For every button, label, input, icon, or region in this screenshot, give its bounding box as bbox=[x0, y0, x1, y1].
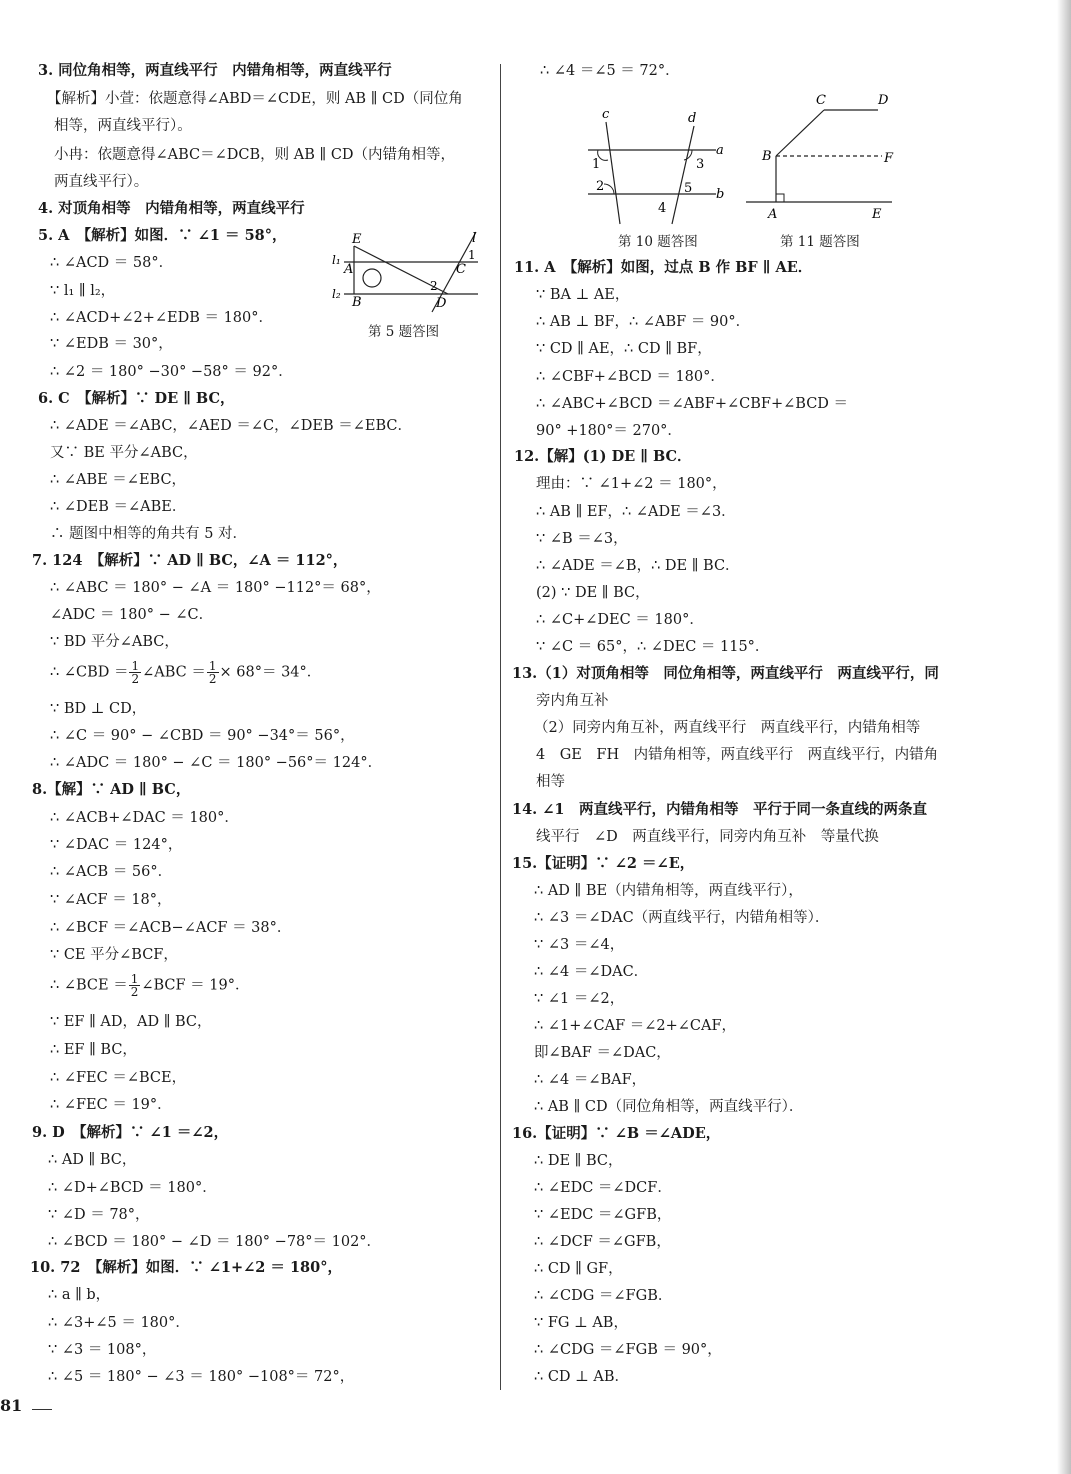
answer-line: ∴ ∠CBF+∠BCD ＝ 180°． bbox=[536, 369, 725, 385]
answer-line: ∴ ∠FEC ＝∠BCE， bbox=[50, 1070, 187, 1086]
answer-line: ∴ ∠ACD ＝ 58°． bbox=[50, 255, 174, 271]
page-number-dash bbox=[32, 1409, 52, 1410]
answer-line-fraction: ∴ ∠BCE ＝ $\frac{1}{2}$ ∠BCF ＝ 19°． bbox=[50, 972, 250, 999]
answer-line-fraction: ∴ ∠CBD ＝ $\frac{1}{2}$ ∠ABC ＝ $\frac{1}{2}$ × 68°＝ 34°． bbox=[50, 659, 322, 686]
answer-13: 13.（1）对顶角相等 同位角相等，两直线平行 两直线平行，同 bbox=[512, 665, 939, 682]
answer-line: ∠ADC ＝ 180° − ∠C． bbox=[50, 607, 214, 623]
answer-line: ∴ AB ∥ EF，∴ ∠ADE ＝∠3． bbox=[536, 504, 736, 520]
answer-line: ∴ AD ∥ BC， bbox=[48, 1152, 137, 1168]
answer-line: ∴ ∠ABC ＝ 180° − ∠A ＝ 180° −112°＝ 68°， bbox=[50, 580, 381, 596]
answer-line: ∵ BD 平分∠ABC， bbox=[50, 634, 179, 650]
answer-5: 5. A 【解析】如图．∵ ∠1 ＝ 58°， bbox=[38, 227, 287, 244]
svg-text:a: a bbox=[716, 143, 724, 158]
answer-line: ∵ ∠EDC ＝∠GFB， bbox=[534, 1207, 672, 1223]
svg-text:c: c bbox=[602, 108, 610, 122]
answer-line: ∵ ∠1 ＝∠2， bbox=[534, 991, 625, 1007]
figure-10-diagram bbox=[584, 108, 734, 226]
answer-line: ∴ ∠D+∠BCD ＝ 180°． bbox=[48, 1180, 217, 1196]
answer-line: ∵ BA ⊥ AE， bbox=[536, 287, 630, 303]
figure-10-caption: 第 10 题答图 bbox=[618, 234, 698, 250]
answer-line: ∴ ∠ADC ＝ 180° − ∠C ＝ 180° −56°＝ 124°． bbox=[50, 755, 383, 771]
answer-line: 两直线平行）。 bbox=[54, 174, 149, 190]
svg-text:l₂: l₂ bbox=[332, 287, 341, 301]
answer-line: ∴ ∠4 ＝∠DAC． bbox=[534, 964, 649, 980]
svg-text:2: 2 bbox=[430, 279, 438, 293]
answer-line: ∵ ∠C ＝ 65°，∴ ∠DEC ＝ 115°． bbox=[536, 639, 770, 655]
answer-line: ∴ ∠ABE ＝∠EBC， bbox=[50, 472, 187, 488]
answer-line: ∴ DE ∥ BC， bbox=[534, 1153, 623, 1169]
answer-line: 相等 bbox=[536, 774, 565, 790]
answer-14: 14. ∠1 两直线平行，内错角相等 平行于同一条直线的两条直 bbox=[512, 801, 928, 818]
fraction-half: $\frac{1}{2}$ bbox=[130, 972, 139, 999]
answer-line: ∴ ∠ADE ＝∠ABC，∠AED ＝∠C，∠DEB ＝∠EBC． bbox=[50, 418, 412, 434]
answer-line: ∴ ∠2 ＝ 180° −30° −58° ＝ 92°． bbox=[50, 364, 293, 380]
answer-4: 4. 对顶角相等 内错角相等，两直线平行 bbox=[38, 200, 305, 217]
figure-5-caption: 第 5 题答图 bbox=[368, 324, 440, 340]
page-edge-shadow bbox=[1057, 0, 1071, 1474]
answer-line: ∴ ∠ADE ＝∠B，∴ DE ∥ BC． bbox=[536, 558, 740, 574]
answer-line: ∴ AB ⊥ BF，∴ ∠ABF ＝ 90°． bbox=[536, 314, 751, 330]
answer-line: ∵ BD ⊥ CD， bbox=[50, 701, 147, 717]
answer-line: ∵ l₁ ∥ l₂， bbox=[50, 283, 116, 299]
svg-text:E: E bbox=[872, 207, 882, 222]
figure-11 bbox=[742, 90, 902, 250]
answer-12: 12.【解】(1) DE ∥ BC． bbox=[514, 448, 692, 465]
answer-line: ∴ ∠DCF ＝∠GFB， bbox=[534, 1234, 671, 1250]
page-number: 81 bbox=[0, 1396, 23, 1415]
answer-line: ∵ CE 平分∠BCF， bbox=[50, 947, 178, 963]
answer-line: ∵ EF ∥ AD，AD ∥ BC， bbox=[50, 1014, 212, 1030]
svg-text:1: 1 bbox=[468, 248, 476, 262]
svg-text:1: 1 bbox=[592, 157, 601, 172]
svg-text:4: 4 bbox=[658, 201, 667, 216]
svg-text:E: E bbox=[352, 232, 362, 247]
fraction-half: $\frac{1}{2}$ bbox=[131, 659, 140, 686]
answer-line: ∴ ∠DEB ＝∠ABE． bbox=[50, 499, 187, 515]
answer-line: ∴ ∠BCF ＝∠ACB−∠ACF ＝ 38°． bbox=[50, 920, 292, 936]
answer-line: 4 GE FH 内错角相等，两直线平行 两直线平行，内错角 bbox=[536, 747, 939, 763]
answer-line: ∴ 题图中相等的角共有 5 对． bbox=[50, 526, 248, 542]
answer-line: ∴ AB ∥ CD（同位角相等，两直线平行）． bbox=[534, 1099, 804, 1115]
answer-line: 90° +180°＝ 270°． bbox=[536, 423, 682, 439]
svg-text:F: F bbox=[884, 151, 894, 166]
answer-line: ∴ ∠3 ＝∠DAC（两直线平行，内错角相等）． bbox=[534, 910, 830, 926]
svg-text:C: C bbox=[816, 93, 826, 108]
answer-line: 【解析】小萱：依题意得∠ABD＝∠CDE，则 AB ∥ CD（同位角 bbox=[47, 91, 463, 107]
answer-line: ∴ EF ∥ BC， bbox=[50, 1042, 137, 1058]
svg-text:d: d bbox=[688, 111, 697, 126]
answer-line: （2）同旁内角互补，两直线平行 两直线平行，内错角相等 bbox=[534, 720, 921, 736]
answer-line: ∵ ∠3 ＝ 108°， bbox=[48, 1342, 157, 1358]
answer-line: (2) ∵ DE ∥ BC， bbox=[536, 585, 650, 601]
svg-text:D: D bbox=[436, 296, 447, 311]
svg-text:l: l bbox=[472, 231, 477, 246]
svg-text:B: B bbox=[762, 149, 772, 164]
answer-line: ∴ ∠4 ＝∠5 ＝ 72°． bbox=[540, 63, 680, 79]
answer-8: 8.【解】∵ AD ∥ BC， bbox=[32, 781, 191, 798]
answer-line: ∵ CD ∥ AE，∴ CD ∥ BF， bbox=[536, 341, 712, 357]
answer-line: ∴ ∠CDG ＝∠FGB． bbox=[534, 1288, 673, 1304]
figure-11-diagram bbox=[742, 90, 902, 226]
figure-5-diagram bbox=[328, 228, 482, 320]
answer-3: 3. 同位角相等，两直线平行 内错角相等，两直线平行 bbox=[38, 62, 392, 79]
svg-text:l₁: l₁ bbox=[332, 253, 341, 267]
svg-text:5: 5 bbox=[684, 181, 693, 196]
answer-6: 6. C 【解析】∵ DE ∥ BC， bbox=[38, 390, 235, 407]
answer-line: ∴ ∠1+∠CAF ＝∠2+∠CAF， bbox=[534, 1018, 737, 1034]
answer-line: 小冉：依题意得∠ABC＝∠DCB，则 AB ∥ CD（内错角相等， bbox=[54, 147, 456, 163]
answer-line: ∴ ∠BCD ＝ 180° − ∠D ＝ 180° −78°＝ 102°． bbox=[48, 1234, 382, 1250]
answer-line: ∴ ∠CDG ＝∠FGB ＝ 90°， bbox=[534, 1342, 722, 1358]
answer-9: 9. D 【解析】∵ ∠1 ＝∠2， bbox=[32, 1124, 229, 1141]
answer-line: ∵ ∠3 ＝∠4， bbox=[534, 937, 625, 953]
svg-text:2: 2 bbox=[596, 179, 605, 194]
answer-line: ∴ ∠5 ＝ 180° − ∠3 ＝ 180° −108°＝ 72°， bbox=[48, 1369, 355, 1385]
answer-line: ∵ ∠D ＝ 78°， bbox=[48, 1207, 150, 1223]
svg-text:D: D bbox=[878, 93, 889, 108]
answer-line: ∴ ∠3+∠5 ＝ 180°． bbox=[48, 1315, 190, 1331]
svg-text:C: C bbox=[456, 262, 466, 277]
svg-text:b: b bbox=[716, 187, 725, 202]
answer-15: 15.【证明】∵ ∠2 ＝∠E， bbox=[512, 855, 695, 872]
answer-line: ∴ a ∥ b， bbox=[48, 1287, 111, 1303]
answer-7: 7. 124 【解析】∵ AD ∥ BC，∠A ＝ 112°， bbox=[32, 552, 348, 569]
answer-line: 线平行 ∠D 两直线平行，同旁内角互补 等量代换 bbox=[536, 829, 879, 845]
answer-line: ∴ CD ⊥ AB． bbox=[534, 1369, 630, 1385]
column-divider bbox=[500, 64, 501, 1390]
answer-line: ∵ ∠B ＝∠3， bbox=[536, 531, 628, 547]
figure-10 bbox=[584, 108, 734, 250]
answer-line: 即∠BAF ＝∠DAC， bbox=[534, 1045, 671, 1061]
answer-line: ∴ ∠FEC ＝ 19°． bbox=[50, 1097, 172, 1113]
answer-line: ∴ ∠C ＝ 90° − ∠CBD ＝ 90° −34°＝ 56°， bbox=[50, 728, 355, 744]
answer-line: ∴ ∠C+∠DEC ＝ 180°． bbox=[536, 612, 704, 628]
answer-line: ∴ ∠ABC+∠BCD ＝∠ABF+∠CBF+∠BCD ＝ bbox=[536, 396, 849, 412]
answer-16: 16.【证明】∵ ∠B ＝∠ADE， bbox=[512, 1125, 721, 1142]
answer-line: ∴ CD ∥ GF， bbox=[534, 1261, 623, 1277]
answer-10: 10. 72 【解析】如图．∵ ∠1+∠2 ＝ 180°， bbox=[30, 1259, 342, 1276]
answer-line: ∴ ∠4 ＝∠BAF， bbox=[534, 1072, 647, 1088]
svg-text:A: A bbox=[768, 207, 778, 222]
answer-line: ∵ ∠EDB ＝ 30°， bbox=[50, 336, 173, 352]
answer-line: ∴ AD ∥ BE（内错角相等，两直线平行）， bbox=[534, 883, 803, 899]
answer-line: 又∵ BE 平分∠ABC， bbox=[50, 445, 198, 461]
answer-line: ∵ FG ⊥ AB， bbox=[534, 1315, 628, 1331]
svg-text:3: 3 bbox=[696, 157, 705, 172]
answer-line: ∵ ∠DAC ＝ 124°， bbox=[50, 837, 183, 853]
answer-line: 理由：∵ ∠1+∠2 ＝ 180°， bbox=[536, 476, 727, 492]
answer-line: ∴ ∠ACD+∠2+∠EDB ＝ 180°． bbox=[50, 310, 274, 326]
answer-line: ∴ ∠ACB ＝ 56°． bbox=[50, 864, 173, 880]
svg-text:B: B bbox=[352, 295, 362, 310]
answer-line: 相等，两直线平行）。 bbox=[54, 118, 192, 134]
svg-text:A: A bbox=[344, 262, 354, 277]
answer-line: ∵ ∠ACF ＝ 18°， bbox=[50, 892, 172, 908]
figure-11-caption: 第 11 题答图 bbox=[780, 234, 860, 250]
answer-line: ∴ ∠EDC ＝∠DCF． bbox=[534, 1180, 672, 1196]
figure-5 bbox=[328, 228, 482, 340]
answer-line: ∴ ∠ACB+∠DAC ＝ 180°． bbox=[50, 810, 239, 826]
fraction-half: $\frac{1}{2}$ bbox=[208, 659, 217, 686]
answer-line: 旁内角互补 bbox=[536, 693, 609, 709]
answer-11: 11. A 【解析】如图，过点 B 作 BF ∥ AE． bbox=[514, 259, 813, 276]
